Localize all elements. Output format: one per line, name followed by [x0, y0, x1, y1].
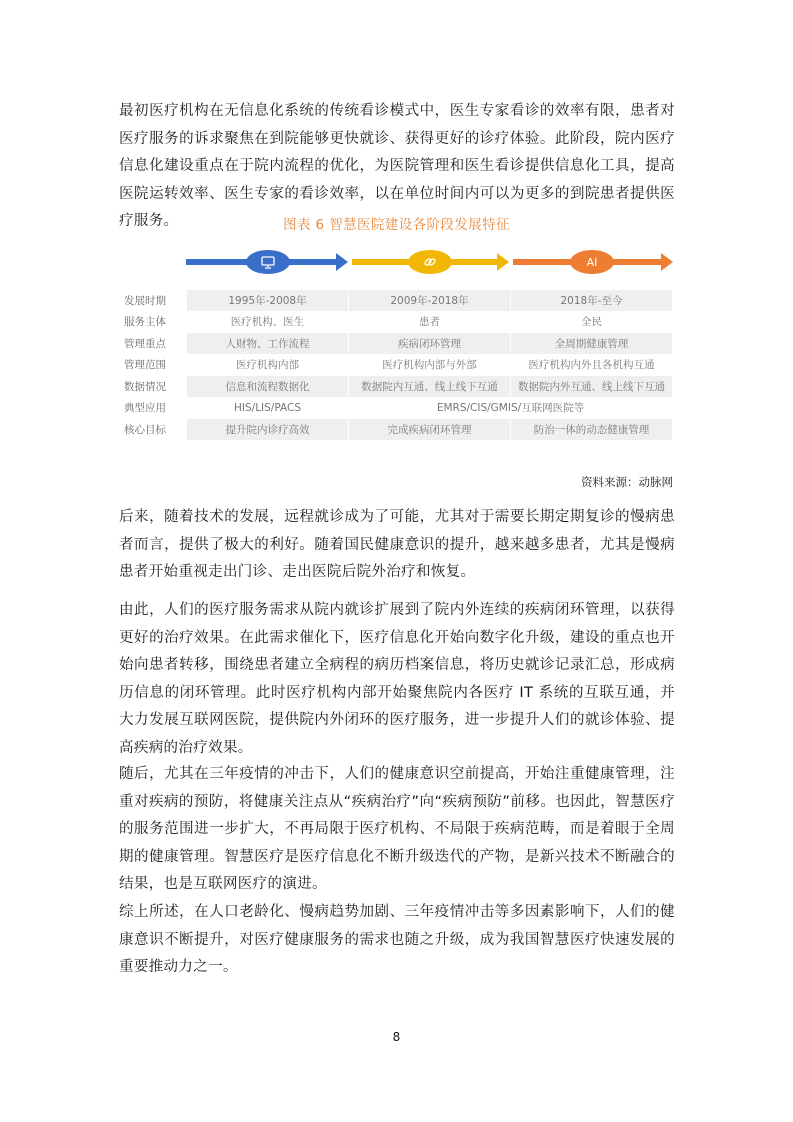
- ai-icon: AI: [570, 250, 614, 274]
- table-cell: 疾病闭环管理: [349, 333, 510, 354]
- table-cell: 全民: [581, 316, 602, 329]
- phase-timeline: [186, 247, 676, 277]
- table-cell: 提升院内诊疗高效: [187, 419, 348, 440]
- table-cell: 医疗机构、医生: [230, 316, 305, 329]
- paragraph-5: 综上所述，在人口老龄化、慢病趋势加剧、三年疫情冲击等多因素影响下，人们的健康意识不断提升，对医疗健康服务的需求也随之升级，成为我国智慧医疗快速发展的重要推动力之一。: [119, 904, 675, 976]
- paragraph-2: 后来，随着技术的发展，远程就诊成为了可能，尤其对于需要长期定期复诊的慢病患者而言，提供了极大的利好。随着国民健康意识的提升，越来越多患者，尤其是慢病患者开始重视走出门诊、走出医院后院外治疗和恢复。: [119, 509, 675, 581]
- table-row: [124, 398, 672, 419]
- paragraph-4: 随后，尤其在三年疫情的冲击下，人们的健康意识空前提高，开始注重健康管理，注重对疾病的预防，将健康关注点从“疾病治疗”向“疾病预防”前移。也因此，智慧医疗的服务范围进一步扩大，不再局限于医疗机构、不局限于疾病范畴，而是着眼于全周期的健康管理。智慧医疗是医疗信息化不断升级迭代的产物，是新兴技术不断融合的结果，也是互联网医疗的演进。: [119, 766, 675, 893]
- table-row: [124, 333, 672, 354]
- table-cell: 防治一体的动态健康管理: [511, 419, 672, 440]
- table-cell: 医疗机构内部: [236, 359, 299, 372]
- table-cell: 完成疾病闭环管理: [349, 419, 510, 440]
- table-cell: 全周期健康管理: [511, 333, 672, 354]
- row-header: 典型应用: [124, 398, 186, 419]
- link-icon: [408, 250, 452, 274]
- phase-table: [123, 289, 673, 441]
- table-cell: 2018年-至今: [511, 290, 672, 311]
- arrowhead-1: [336, 253, 348, 271]
- table-row: [124, 312, 672, 333]
- arrowhead-2: [497, 253, 509, 271]
- table-cell: 2009年-2018年: [349, 290, 510, 311]
- row-header: 核心目标: [124, 419, 186, 440]
- table-cell: 数据院内外互通、线上线下互通: [511, 376, 672, 397]
- table-cell: 人财物、工作流程: [187, 333, 348, 354]
- table-cell: 医疗机构内外且各机构互通: [528, 359, 655, 372]
- row-header: 发展时期: [124, 290, 186, 311]
- paragraph-intro: 最初医疗机构在无信息化系统的传统看诊模式中，医生专家看诊的效率有限，患者对医疗服务的诉求聚焦在到院能够更快就诊、获得更好的诊疗体验。此阶段，院内医疗信息化建设重点在于院内流程的优化，为医院管理和医生看诊提供信息化工具，提高医院运转效率、医生专家的看诊效率，以在单位时间内可以为更多的到院患者提供医疗服务。: [119, 103, 675, 230]
- arrowhead-3: [661, 253, 673, 271]
- table-cell: 信息和流程数据化: [187, 376, 348, 397]
- table-row: [124, 290, 672, 311]
- figure-caption: 图表 6 智慧医院建设各阶段发展特征: [283, 217, 510, 233]
- figure-source: 资料来源：动脉网: [581, 475, 673, 489]
- table-cell: 数据院内互通、线上线下互通: [349, 376, 510, 397]
- row-header: 服务主体: [124, 312, 186, 333]
- table-cell-merged: EMRS/CIS/GMIS/互联网医院等: [436, 402, 585, 415]
- monitor-icon: [246, 250, 290, 274]
- table-row: [124, 355, 672, 376]
- table-cell: HIS/LIS/PACS: [234, 401, 301, 414]
- table-cell: 医疗机构内部与外部: [382, 359, 477, 372]
- table-row: [124, 376, 672, 397]
- page-number: 8: [392, 1030, 401, 1044]
- paragraph-3: 由此，人们的医疗服务需求从院内就诊扩展到了院内外连续的疾病闭环管理，以获得更好的治疗效果。在此需求催化下，医疗信息化开始向数字化升级，建设的重点也开始向患者转移，围绕患者建立全病程的病历档案信息，将历史就诊记录汇总，形成病历信息的闭环管理。此时医疗机构内部开始聚焦院内各医疗 IT 系统的互联互通，并大力发展互联网医院，提供院内外闭环的医疗服务，进一步提升人们的就诊体验、提高疾病的治疗效果。: [119, 602, 675, 756]
- table-cell: 患者: [419, 316, 440, 329]
- table-row: [124, 419, 672, 440]
- row-header: 数据情况: [124, 376, 186, 397]
- row-header: 管理重点: [124, 333, 186, 354]
- table-cell: 1995年-2008年: [187, 290, 348, 311]
- row-header: 管理范围: [124, 355, 186, 376]
